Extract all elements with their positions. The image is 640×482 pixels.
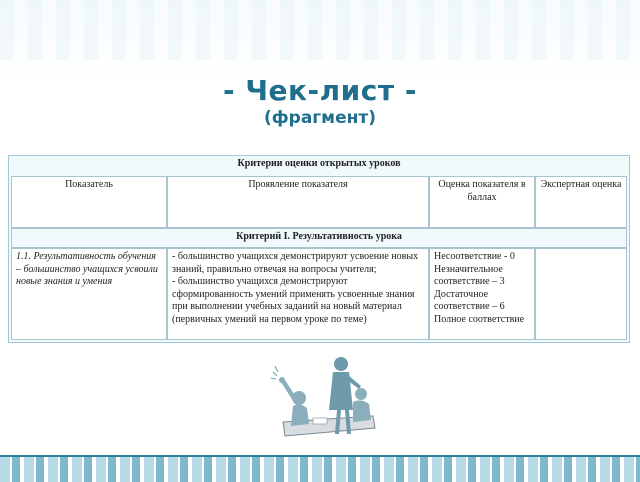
score-line: Полное соответствие — [434, 313, 525, 325]
slide-subtitle: (фрагмент) — [264, 108, 376, 128]
bottom-decorative-band — [0, 455, 640, 482]
header-expert: Экспертная оценка — [535, 176, 627, 228]
row-expert — [535, 248, 627, 340]
score-line: Достаточное соответствие – 6 — [434, 288, 505, 312]
score-line: Несоответствие - 0 — [434, 251, 515, 262]
criterion-title: Критерий I. Результативность урока — [11, 228, 627, 248]
slide-title: - Чек-лист - — [223, 74, 417, 107]
top-decorative-band — [0, 0, 640, 60]
students-at-desk-illustration — [263, 350, 379, 445]
row-score — [429, 248, 535, 340]
manifestation-line: - большинство учащихся демонстрируют сформированность умений применять усвоенные знания при выполнении учебных заданий на новый материал (первичных умений на первом уроке по теме) — [172, 276, 415, 325]
header-manifestation: Проявление показателя — [167, 176, 429, 228]
header-score: Оценка показателя в баллах — [429, 176, 535, 228]
row-indicator: 1.1. Результативность обучения – большинство учащихся усвоили новые знания и умения — [11, 248, 167, 340]
row-manifestation — [167, 248, 429, 340]
manifestation-line: - большинство учащихся демонстрируют усвоение новых знаний, правильно отвечая на вопросы учителя; — [172, 251, 419, 275]
header-indicator: Показатель — [11, 176, 167, 228]
checklist-table — [8, 155, 630, 343]
table-caption: Критерии оценки открытых уроков — [237, 158, 401, 169]
score-line: Незначительное соответствие – 3 — [434, 263, 505, 287]
